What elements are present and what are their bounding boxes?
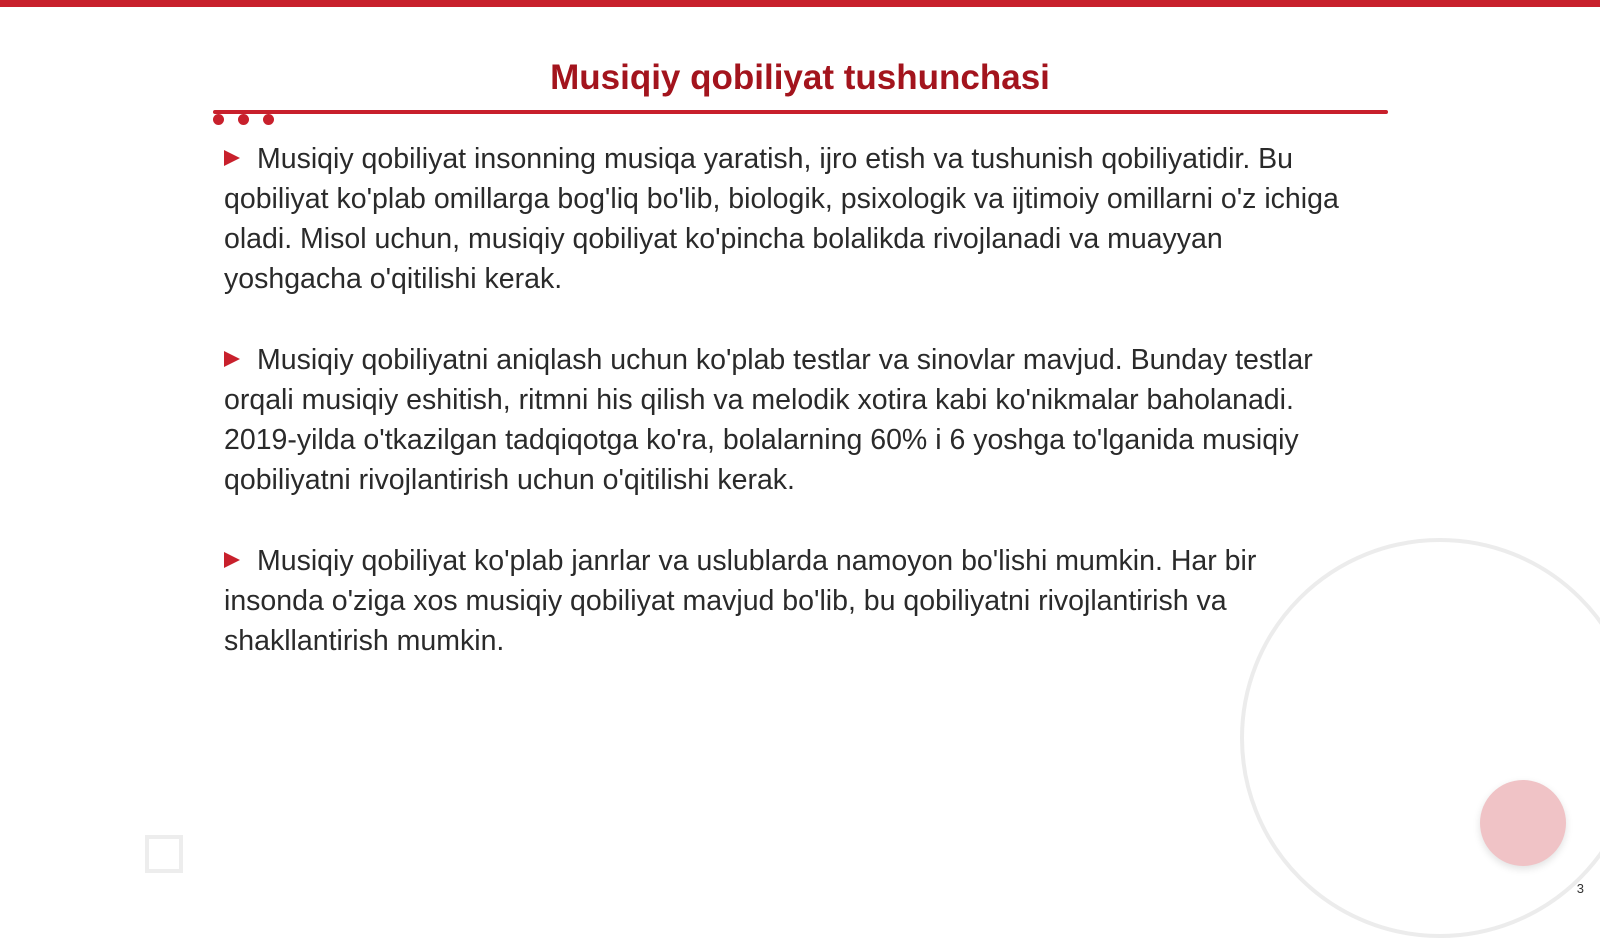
triangle-right-icon	[224, 552, 240, 568]
decorative-circle	[1480, 780, 1566, 866]
decorative-square	[145, 835, 183, 873]
top-accent-bar	[0, 0, 1600, 7]
triangle-right-icon	[224, 351, 240, 367]
bullet-item	[224, 340, 1354, 500]
slide-content	[224, 139, 1354, 702]
bullet-text: Musiqiy qobiliyat insonning musiqa yaratish, ijro etish va tushunish qobiliyatidir. Bu qobiliyat ko'plab omillarga bog'liq bo'lib, biologik, psixologik va ijtimoiy omillarni o'z ichiga oladi. Misol uchun, musiqiy qobiliyat ko'pincha bolalikda rivojlanadi va muayyan yoshgacha o'qitilishi kerak.	[224, 143, 1339, 295]
title-underline	[213, 110, 1388, 114]
bullet-item	[224, 139, 1354, 299]
bullet-text: Musiqiy qobiliyat ko'plab janrlar va uslublarda namoyon bo'lishi mumkin. Har bir insonda o'ziga xos musiqiy qobiliyat mavjud bo'lib, bu qobiliyatni rivojlantirish va shakllantirish mumkin.	[224, 545, 1257, 657]
triangle-right-icon	[224, 150, 240, 166]
bullet-item	[224, 541, 1354, 661]
decorative-dot	[238, 114, 249, 125]
page-number: 3	[1576, 881, 1584, 896]
decorative-dot	[213, 114, 224, 125]
bullet-text: Musiqiy qobiliyatni aniqlash uchun ko'plab testlar va sinovlar mavjud. Bunday testlar orqali musiqiy eshitish, ritmni his qilish va melodik xotira kabi ko'nikmalar baholanadi. 2019-yilda o'tkazilgan tadqiqotga ko'ra, bolalarning 60% i 6 yoshga to'lganida musiqiy qobiliyatni rivojlantirish uchun o'qitilishi kerak.	[224, 344, 1313, 496]
decorative-dot	[263, 114, 274, 125]
slide-title: Musiqiy qobiliyat tushunchasi	[550, 58, 1050, 97]
